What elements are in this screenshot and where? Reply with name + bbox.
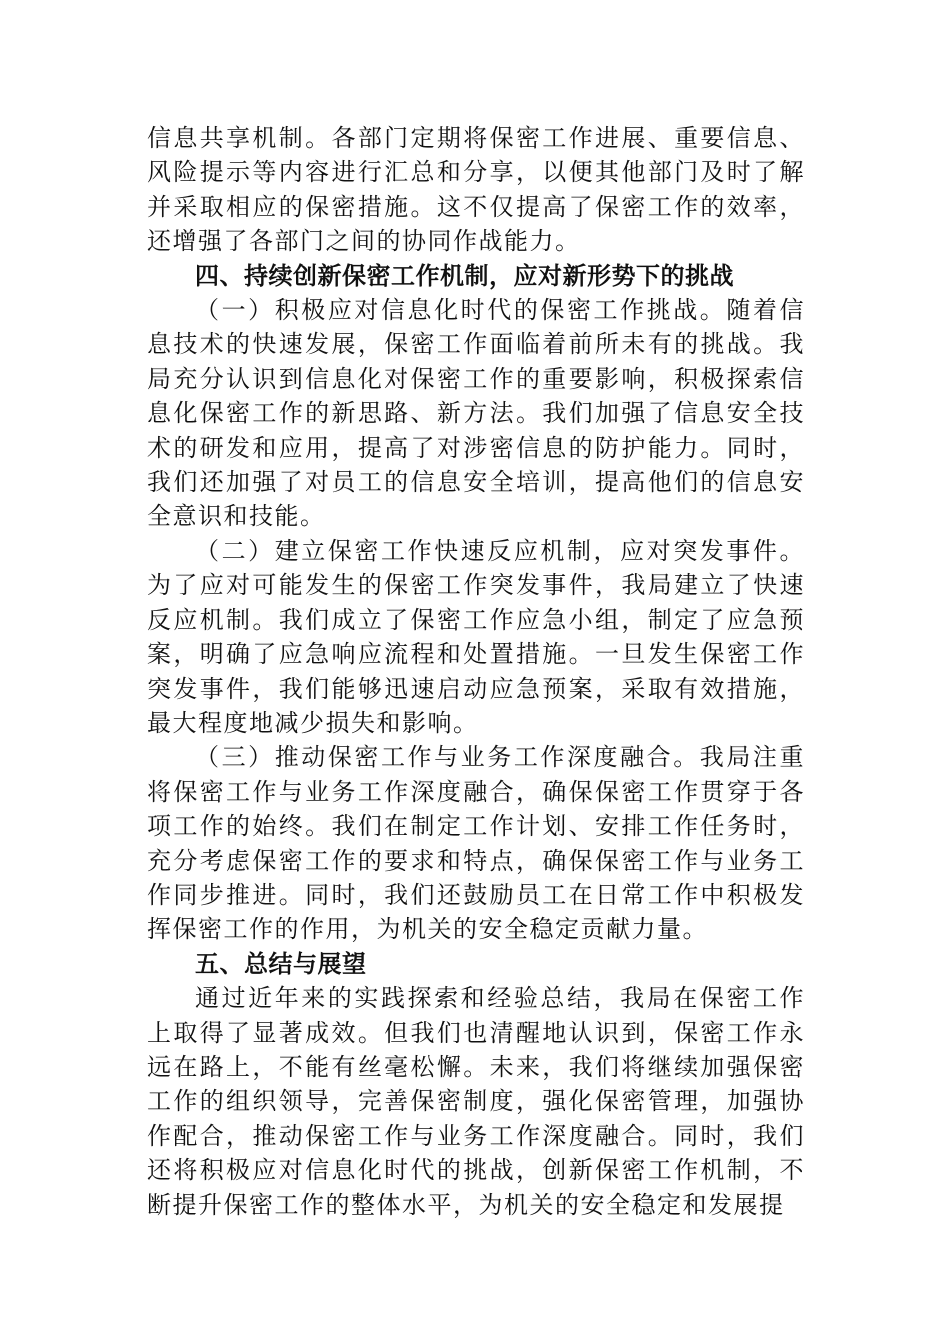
paragraph-text: 我局注重将保密工作与业务工作深度融合，确保保密工作贯穿于各项工作的始终。我们在制定工作计划、安排工作任务时，充分考虑保密工作的要求和特点，确保保密工作与业务工作同步推进。同时，我们还鼓励员工在日常工作中积极发挥保密工作的作用，为机关的安全稳定贡献力量。 — [147, 743, 806, 944]
paragraph-text: 通过近年来的实践探索和经验总结，我局在保密工作上取得了显著成效。但我们也清醒地认识到，保密工作永远在路上，不能有丝毫松懈。未来，我们将继续加强保密工作的组织领导，完善保密制度，强化保密管理，加强协作配合，推动保密工作与业务工作深度融合。同时，我们还将积极应对信息化时代的挑战，创新保密工作机制，不断提升保密工作的整体水平，为机关的安全稳定和发展提 — [147, 984, 805, 1219]
paragraph-text: 为了应对可能发生的保密工作突发事件，我局建立了快速反应机制。我们成立了保密工作应急小组，制定了应急预案，明确了应急响应流程和处置措施。一旦发生保密工作突发事件，我们能够迅速启动应急预案，采取有效措施，最大程度地减少损失和影响。 — [147, 571, 805, 737]
paragraph-subsection-one — [147, 293, 805, 534]
document-body — [147, 121, 805, 1222]
subsection-lead: （一）积极应对信息化时代的保密工作挑战。 — [195, 296, 727, 325]
subsection-lead: （三）推动保密工作与业务工作深度融合。 — [195, 743, 700, 772]
paragraph-info-sharing — [147, 121, 805, 259]
section-heading-five: 五、总结与展望 — [195, 949, 367, 978]
paragraph-subsection-two — [147, 534, 805, 740]
subsection-lead: （二）建立保密工作快速反应机制，应对突发事件。 — [195, 536, 805, 565]
paragraph-text: 随着信息技术的快速发展，保密工作面临着前所未有的挑战。我局充分认识到信息化对保密工作的重要影响，积极探索信息化保密工作的新思路、新方法。我们加强了信息安全技术的研发和应用，提高了对涉密信息的防护能力。同时，我们还加强了对员工的信息安全培训，提高他们的信息安全意识和技能。 — [147, 296, 806, 531]
paragraph-summary — [147, 981, 805, 1222]
paragraph-subsection-three — [147, 740, 805, 946]
section-heading-four: 四、持续创新保密工作机制，应对新形势下的挑战 — [195, 261, 734, 290]
paragraph-text: 信息共享机制。各部门定期将保密工作进展、重要信息、风险提示等内容进行汇总和分享，以便其他部门及时了解并采取相应的保密措施。这不仅提高了保密工作的效率，还增强了各部门之间的协同作战能力。 — [147, 124, 805, 256]
